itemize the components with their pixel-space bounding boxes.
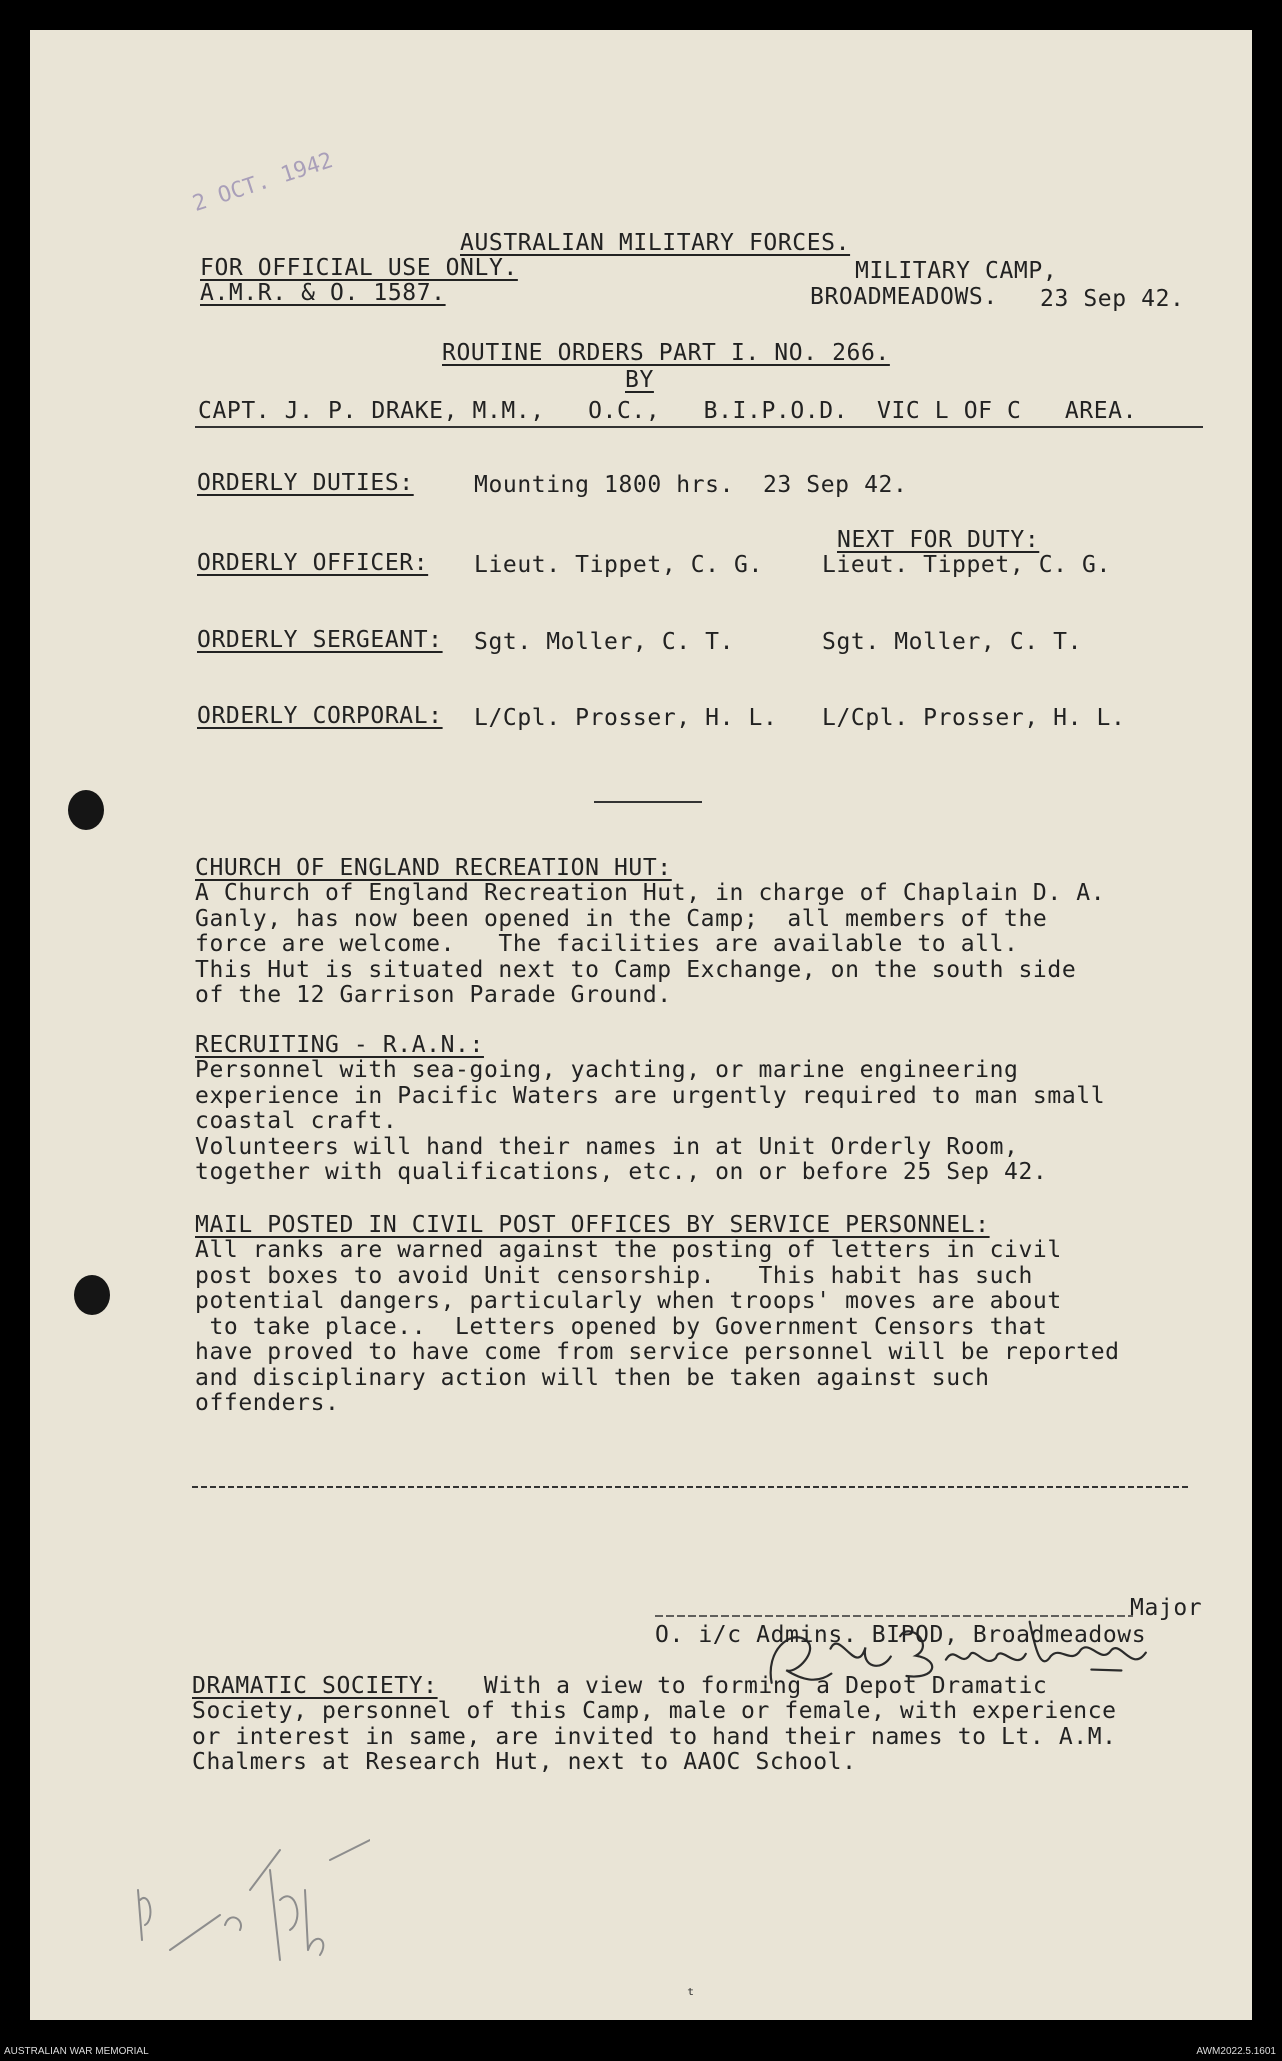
orderly-corporal-current: L/Cpl. Prosser, H. L. [474, 705, 778, 731]
header-title: AUSTRALIAN MILITARY FORCES. [460, 230, 851, 256]
issuer-underline [195, 425, 1205, 429]
pencil-initials-mark [130, 1830, 370, 1970]
signature-underline [655, 1614, 1135, 1618]
paper-mark: ᵗ [685, 1985, 696, 2006]
footer-reference: AWM2022.5.1601 [1196, 2046, 1276, 2057]
church-hut-heading: CHURCH OF ENGLAND RECREATION HUT: [195, 855, 672, 881]
recruiting-heading: RECRUITING - R.A.N.: [195, 1032, 484, 1058]
orderly-officer-label: ORDERLY OFFICER: [197, 550, 429, 576]
orderly-sergeant-current: Sgt. Moller, C. T. [474, 629, 735, 655]
orders-issuer: CAPT. J. P. DRAKE, M.M., O.C., B.I.P.O.D. VIC L OF C AREA. [198, 398, 1138, 424]
orderly-corporal-next: L/Cpl. Prosser, H. L. [822, 705, 1126, 731]
amr-reference: A.M.R. & O. 1587. [200, 280, 446, 306]
dramatic-first-line: With a view to forming a Depot Dramatic [455, 1673, 1048, 1699]
recruiting-body: Personnel with sea-going, yachting, or marine engineering experience in Pacific Waters are urgently required to man small coastal craft. Volunteers will hand their names in at Unit Orderly Room, together with qualifications, etc., on or before 25 Sep 42. [195, 1057, 1106, 1185]
punch-hole-lower [74, 1275, 110, 1315]
orderly-duties-label: ORDERLY DUTIES: [197, 470, 414, 496]
punch-hole-upper [68, 790, 104, 830]
signatory-role: O. i/c Admins. BIPOD, Broadmeadows [655, 1622, 1147, 1648]
mounting-time: Mounting 1800 hrs. 23 Sep 42. [474, 472, 908, 498]
orderly-officer-next: Lieut. Tippet, C. G. [822, 552, 1111, 578]
section-divider [594, 800, 704, 804]
mail-body: All ranks are warned against the posting of letters in civil post boxes to avoid Unit censorship. This habit has such potential dangers, particularly when troops' moves are about to take place.. Letters opened by Government Censors that have proved to have come from service personnel will be reported and disciplinary action will then be taken against such offenders. [195, 1237, 1120, 1416]
dramatic-heading: DRAMATIC SOCIETY: [192, 1673, 438, 1699]
document-page [30, 30, 1252, 2020]
received-date-stamp: 2 OCT. 1942 [189, 148, 337, 217]
church-hut-body: A Church of England Recreation Hut, in charge of Chaplain D. A. Ganly, has now been opened in the Camp; all members of the force are welcome. The facilities are available to all. This Hut is situated next to Camp Exchange, on the south side of the 12 Garrison Parade Ground. [195, 880, 1106, 1008]
signatory-rank: Major [1130, 1595, 1203, 1621]
official-use-label: FOR OFFICIAL USE ONLY. [200, 255, 518, 281]
mail-heading: MAIL POSTED IN CIVIL POST OFFICES BY SERVICE PERSONNEL: [195, 1212, 990, 1238]
orderly-officer-current: Lieut. Tippet, C. G. [474, 552, 763, 578]
dashed-separator [192, 1485, 1192, 1489]
camp-line1: MILITARY CAMP, [855, 258, 1058, 284]
footer-institution: AUSTRALIAN WAR MEMORIAL [4, 2046, 149, 2057]
orders-by: BY [625, 367, 654, 393]
orderly-sergeant-label: ORDERLY SERGEANT: [197, 627, 443, 653]
orderly-sergeant-next: Sgt. Moller, C. T. [822, 629, 1083, 655]
next-for-duty-label: NEXT FOR DUTY: [837, 527, 1040, 553]
orderly-corporal-label: ORDERLY CORPORAL: [197, 703, 443, 729]
orders-title: ROUTINE ORDERS PART I. NO. 266. [442, 340, 890, 366]
header-date: 23 Sep 42. [1040, 286, 1185, 312]
dramatic-body: Society, personnel of this Camp, male or female, with experience or interest in same, are invited to hand their names to Lt. A.M. Chalmers at Research Hut, next to AAOC School. [192, 1698, 1117, 1775]
camp-line2: BROADMEADOWS. [810, 284, 998, 310]
